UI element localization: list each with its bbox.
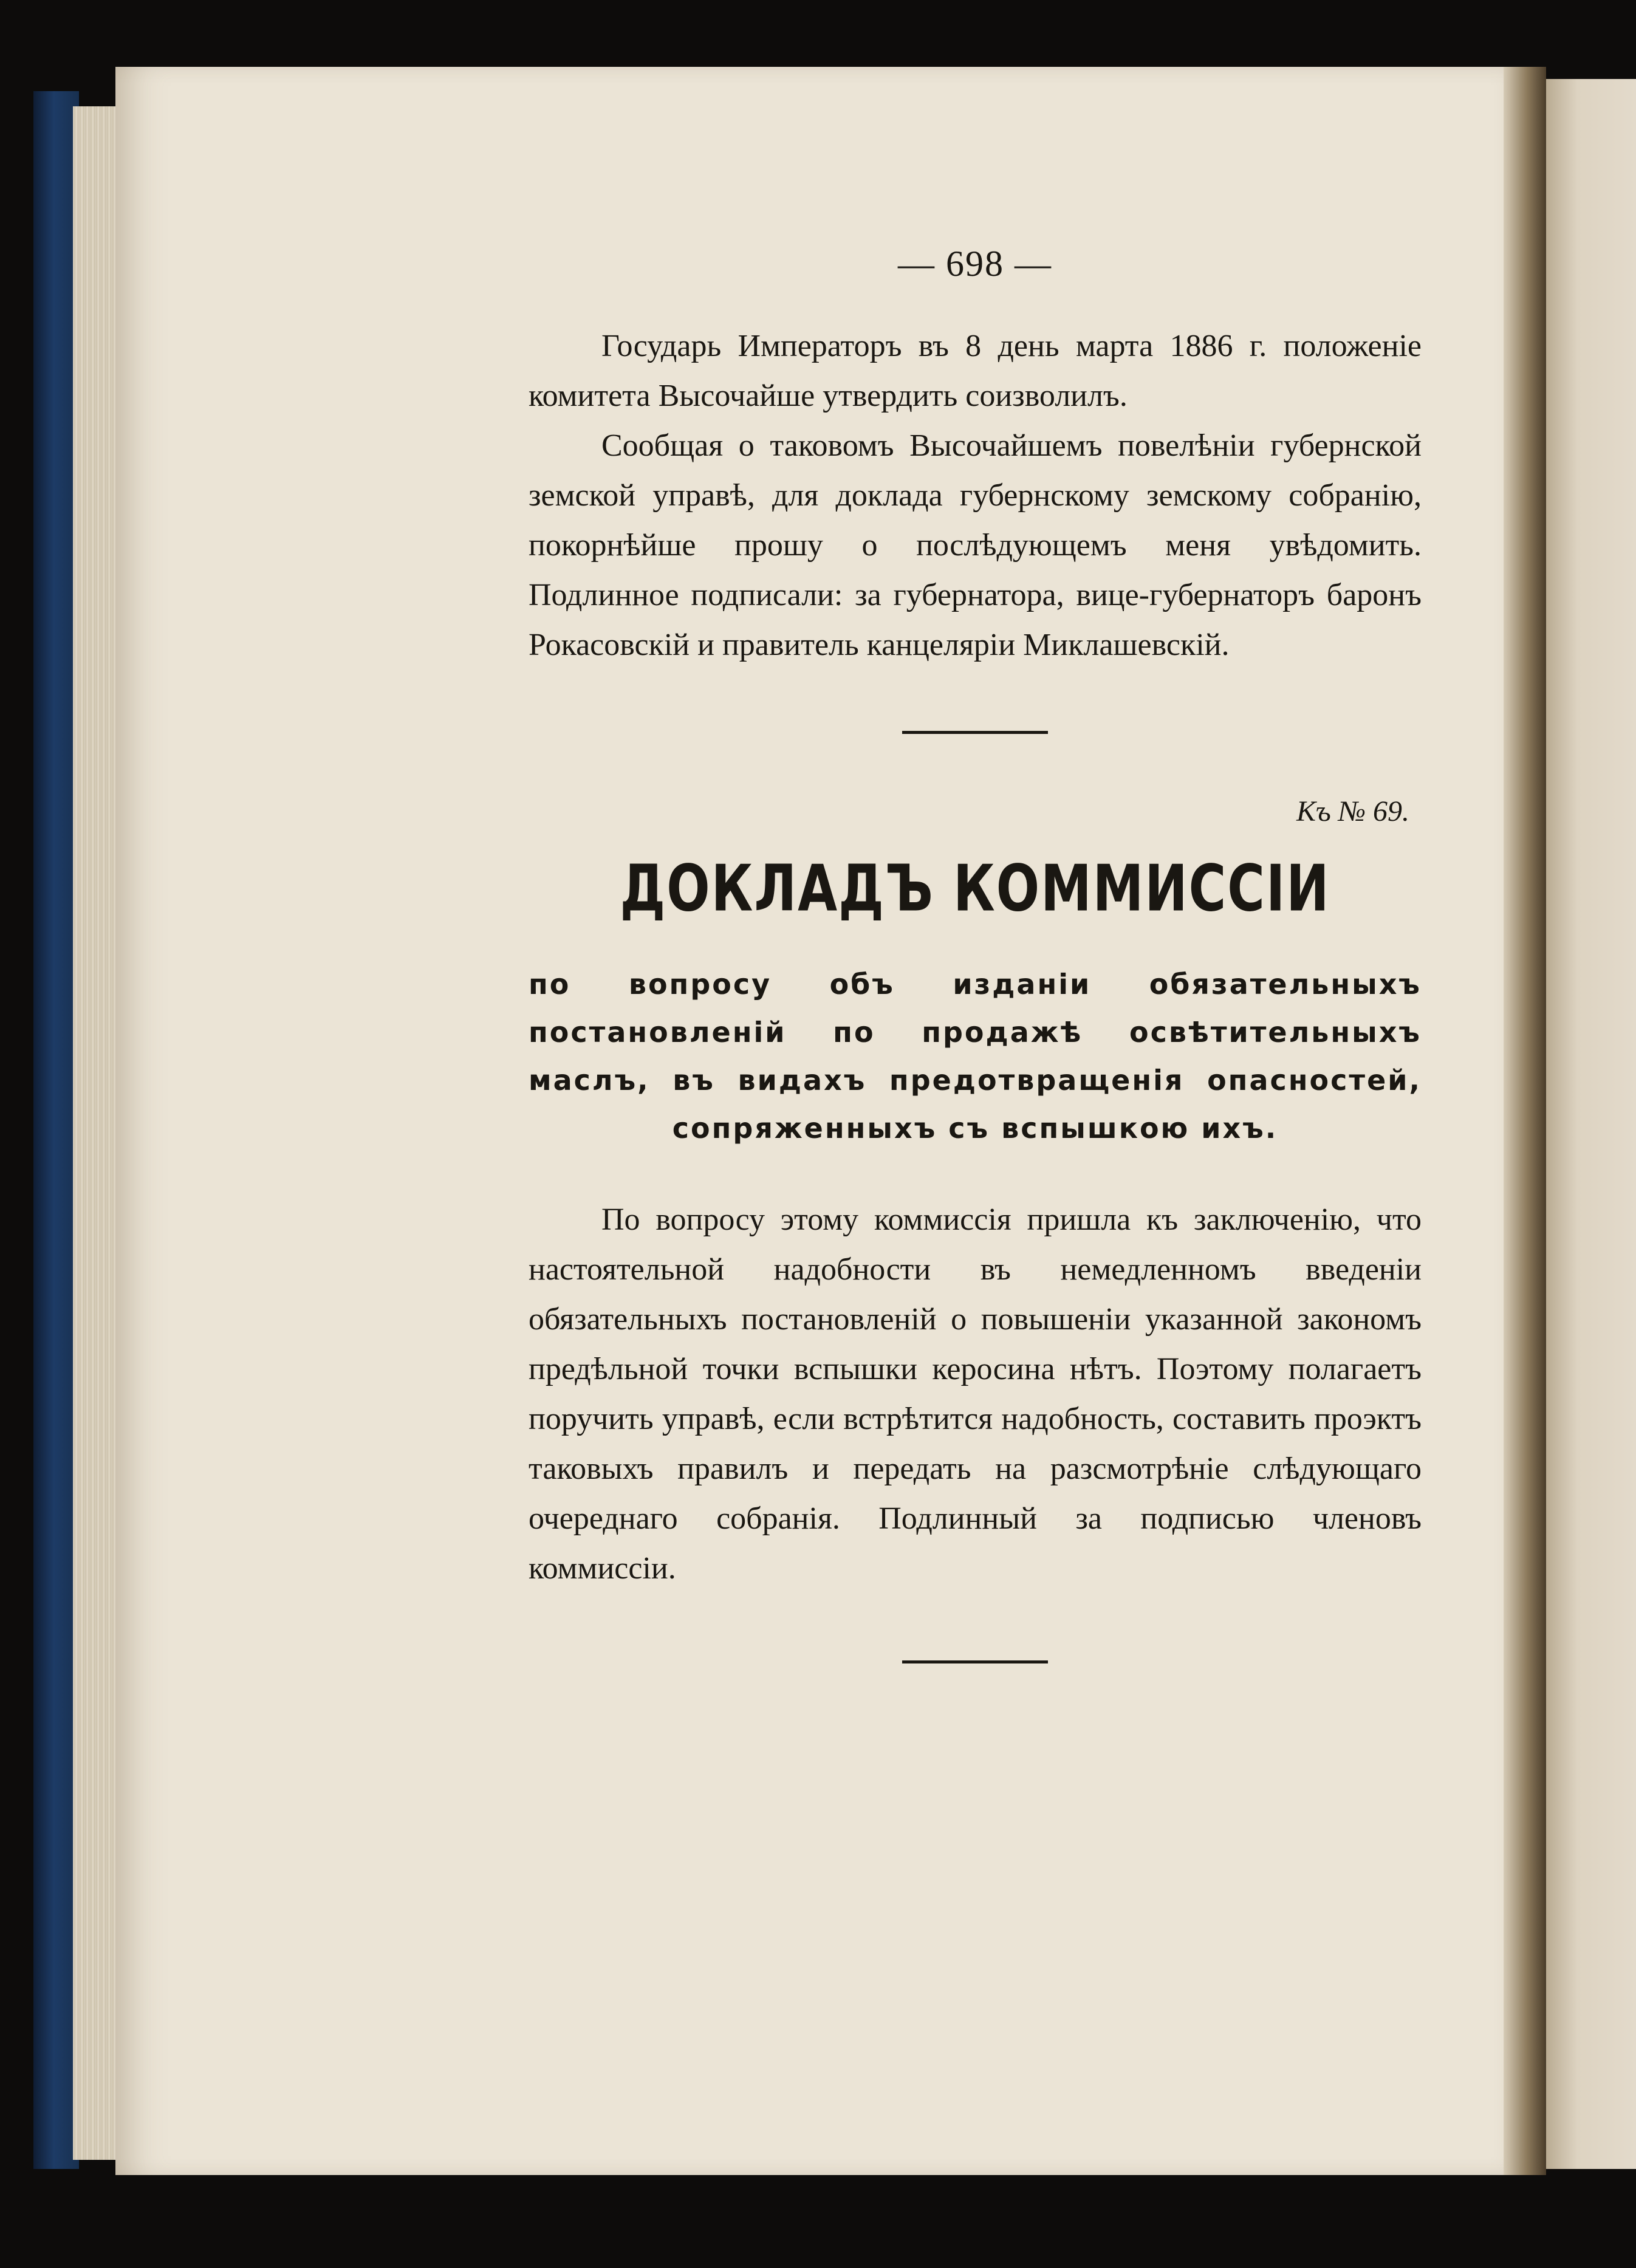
page-content bbox=[529, 243, 1422, 1724]
report-subheading: по вопросу объ изданіи обязательныхъ постановленій по продажѣ освѣтительныхъ маслъ, въ видахъ предотвращенія опасностей, сопряженныхъ съ вспышкою ихъ. bbox=[529, 968, 1422, 1145]
page-number: — 698 — bbox=[898, 244, 1052, 284]
request-paragraph: Сообщая о таковомъ Высочайшемъ повелѣніи губернской земской управѣ, для доклада губернскому земскому собранію, покорнѣйше прошу о послѣдующемъ меня увѣдомить. Подлинное подписали: за губернатора, вице-губернаторъ баронъ Рокасовскій и правитель канцеляріи Миклашевскій. bbox=[529, 428, 1422, 662]
book-cover bbox=[33, 91, 79, 2169]
report-heading: ДОКЛАДЪ КОММИССІИ bbox=[620, 851, 1330, 926]
decree-paragraph: Государь Императоръ въ 8 день марта 1886 г. положеніе комитета Высочайше утвердить соизволилъ. bbox=[529, 329, 1422, 413]
facing-page bbox=[1546, 79, 1636, 2169]
book-gutter bbox=[1504, 67, 1546, 2175]
reference-number: Къ № 69. bbox=[1296, 795, 1409, 827]
report-paragraph: По вопросу этому коммиссія пришла къ заключенію, что настоятельной надобности въ немедленномъ введеніи обязательныхъ постановленій о повышеніи указанной закономъ предѣльной точки вспышки керосина нѣтъ. Поэтому полагаетъ поручить управѣ, если встрѣтится надобность, составить проэктъ таковыхъ правилъ и передать на разсмотрѣніе слѣдующаго очереднаго собранія. Подлинный за подписью членовъ коммиссіи. bbox=[529, 1202, 1422, 1586]
section-divider bbox=[902, 731, 1048, 734]
end-divider bbox=[902, 1660, 1048, 1663]
